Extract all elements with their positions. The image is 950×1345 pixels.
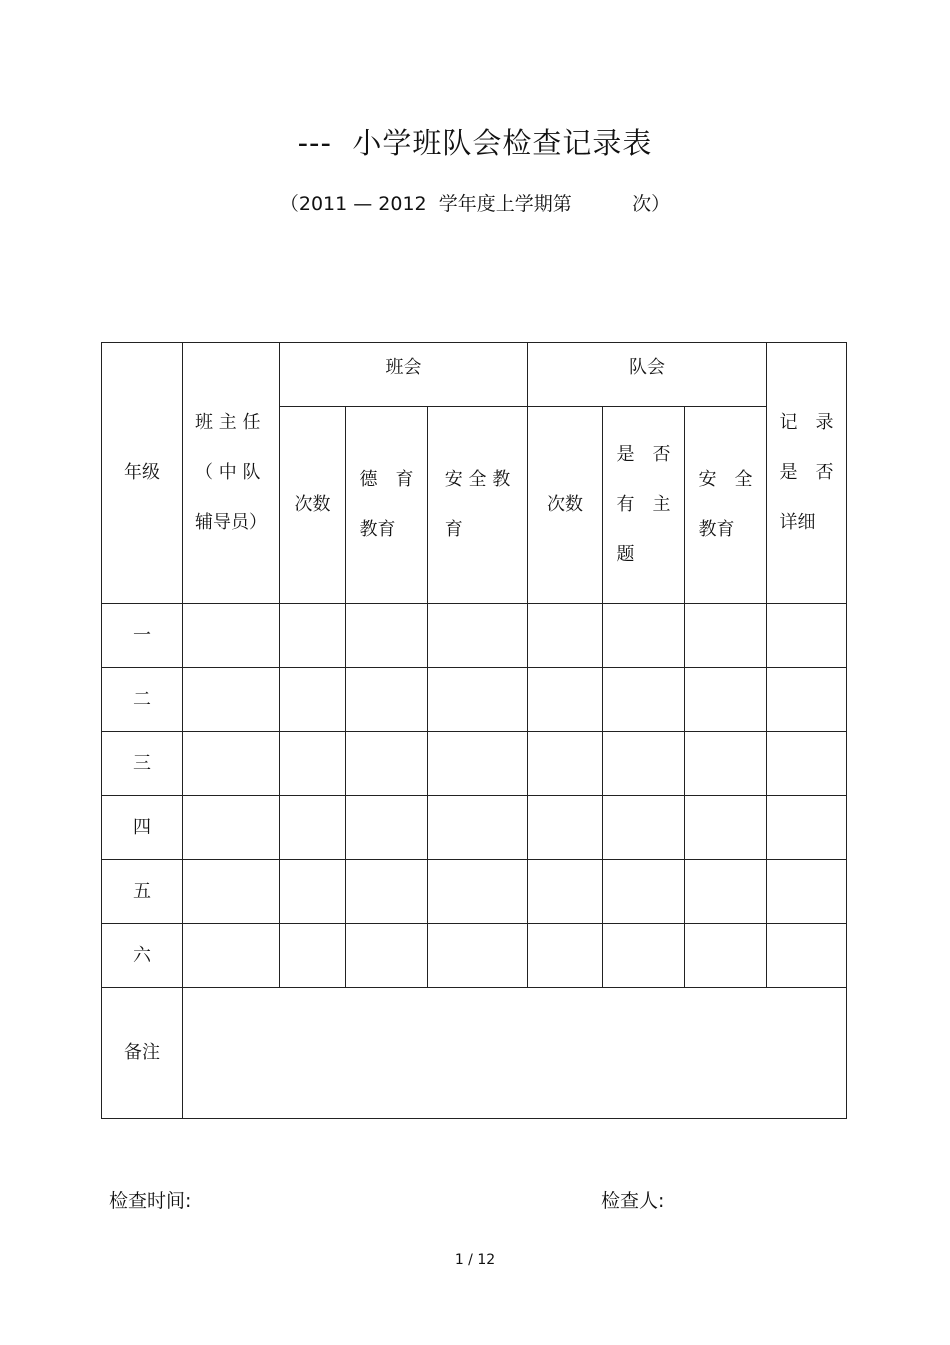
header-team-safety-education: 安 全 教育 [685, 407, 767, 604]
inspection-table [101, 342, 847, 1119]
blank-cell [428, 668, 528, 732]
blank-cell [528, 604, 603, 668]
blank-cell [428, 860, 528, 924]
blank-cell [603, 732, 685, 796]
blank-cell [685, 924, 767, 988]
blank-cell [280, 604, 346, 668]
header-class-count: 次数 [280, 407, 346, 604]
blank-cell [280, 732, 346, 796]
table-row [102, 860, 847, 924]
inspector-label: 检查人: [601, 1190, 665, 1212]
header-grade: 年级 [102, 343, 183, 604]
blank-cell [183, 668, 280, 732]
blank-cell [685, 604, 767, 668]
grade-cell: 五 [102, 860, 183, 924]
grade-cell: 二 [102, 668, 183, 732]
blank-cell [346, 924, 428, 988]
blank-cell [346, 668, 428, 732]
blank-cell [428, 604, 528, 668]
remarks-row [102, 988, 847, 1119]
table-row [102, 732, 847, 796]
blank-cell [528, 924, 603, 988]
blank-cell [767, 796, 847, 860]
table-row [102, 924, 847, 988]
table-row [102, 796, 847, 860]
blank-cell [183, 732, 280, 796]
blank-cell [603, 796, 685, 860]
blank-cell [280, 860, 346, 924]
grade-cell: 三 [102, 732, 183, 796]
page-number: 1 / 12 [454, 1252, 496, 1268]
blank-cell [280, 668, 346, 732]
blank-cell [603, 860, 685, 924]
blank-cell [183, 796, 280, 860]
header-record-detail: 记 录 是 否 详细 [767, 343, 847, 604]
blank-cell [767, 860, 847, 924]
grade-cell: 六 [102, 924, 183, 988]
blank-cell [528, 668, 603, 732]
blank-cell [346, 860, 428, 924]
header-team-count: 次数 [528, 407, 603, 604]
blank-cell [346, 604, 428, 668]
blank-cell [767, 604, 847, 668]
blank-cell [428, 924, 528, 988]
document-subtitle: （2011 — 2012 学年度上学期第 次） [279, 193, 671, 215]
blank-cell [603, 668, 685, 732]
blank-cell [603, 924, 685, 988]
blank-cell [685, 860, 767, 924]
header-team-meeting: 队会 [528, 343, 767, 407]
blank-cell [528, 732, 603, 796]
header-class-teacher: 班 主 任 （ 中 队 辅导员） [183, 343, 280, 604]
grade-cell: 四 [102, 796, 183, 860]
grade-cell: 一 [102, 604, 183, 668]
blank-cell [767, 732, 847, 796]
remarks-cell [183, 988, 847, 1119]
blank-cell [280, 796, 346, 860]
blank-cell [767, 924, 847, 988]
header-class-safety-education: 安 全 教 育 [428, 407, 528, 604]
blank-cell [685, 796, 767, 860]
blank-cell [428, 796, 528, 860]
blank-cell [685, 668, 767, 732]
blank-cell [603, 604, 685, 668]
blank-cell [183, 924, 280, 988]
blank-cell [767, 668, 847, 732]
blank-cell [346, 796, 428, 860]
blank-cell [183, 860, 280, 924]
table-row [102, 604, 847, 668]
document-title: --- 小学班队会检查记录表 [297, 126, 653, 160]
blank-cell [528, 796, 603, 860]
header-class-meeting: 班会 [280, 343, 528, 407]
remarks-label: 备注 [102, 988, 183, 1119]
header-team-has-theme: 是 否 有 主 题 [603, 407, 685, 604]
blank-cell [346, 732, 428, 796]
header-class-moral-education: 德 育 教育 [346, 407, 428, 604]
blank-cell [528, 860, 603, 924]
blank-cell [685, 732, 767, 796]
blank-cell [183, 604, 280, 668]
blank-cell [428, 732, 528, 796]
blank-cell [280, 924, 346, 988]
check-time-label: 检查时间: [109, 1190, 192, 1212]
table-row [102, 668, 847, 732]
